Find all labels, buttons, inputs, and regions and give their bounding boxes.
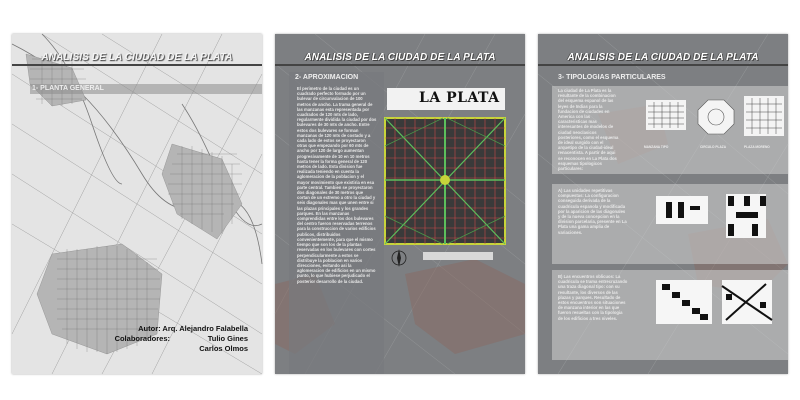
page-title: ANALISIS DE LA CIUDAD DE LA PLATA (41, 52, 233, 63)
map-legend (423, 252, 493, 260)
caption-1: MANZANA TIPO (644, 145, 669, 149)
author-credit: Autor: Arq. Alejandro Falabella (138, 324, 248, 333)
north-arrow-icon (389, 248, 409, 268)
map-header (387, 88, 505, 110)
page-title: ANALISIS DE LA CIUDAD DE LA PLATA (304, 52, 496, 63)
collaborator-1: Tulio Gines (207, 334, 248, 343)
la-plata-plan (383, 116, 507, 246)
a-text: A) Las unidades repetitivas compuestas: La configuracion conseguida derivada de la cuadricula espanola y modificada por la aparicion de las diagonales y de la nueva concepcion en la division parcelaria, presente en La Plata una gama amplia de variaciones. (558, 188, 627, 235)
panel-tipologias (538, 34, 788, 374)
section-heading: 3- TIPOLOGIAS PARTICULARES (558, 74, 666, 81)
panel-aproximacion (275, 34, 525, 374)
map-title: LA PLATA (419, 90, 500, 106)
b-text: B) Las encuentros oblicuos: La cuadricula se trama entrecruzando una traza diagonal tipo: con su resultante, los diversos de las plazas y parques. Resultado de estos encuentros son situaciones de manzana interior en las que fueron resueltas con la tipologia de los edificios a tres niveles. (558, 274, 628, 321)
typology-thumbnails (646, 94, 786, 144)
collaborators-label: Colaboradores: (114, 334, 170, 343)
oblique-encounters-diagram (656, 280, 776, 326)
title-rule (12, 64, 262, 66)
section-heading: 2- APROXIMACION (295, 74, 359, 81)
repetitive-units-diagram (656, 194, 776, 238)
title-rule (275, 64, 525, 66)
intro-text: La ciudad de La Plata es la resultante de la combinacion del esquema espanol de las leyes de Indias para la fundacion de ciudades en America con las caracteristicas mas interesantes de modelos de ciudad neoclasicos posteriores, como el esquema de ideal surgido con el arquetipo de la ciudad-ideal renacentista. A partir de aqui se reconocen en La Plata dos esquemas tipologicos particulares: (558, 88, 619, 172)
collaborator-2: Carlos Olmos (199, 344, 248, 353)
caption-3: PLAZA MORENO (744, 145, 770, 149)
panel-planta-general (12, 34, 262, 374)
page-title: ANALISIS DE LA CIUDAD DE LA PLATA (567, 52, 759, 63)
title-rule (538, 64, 788, 66)
section-heading: 1- PLANTA GENERAL (32, 85, 104, 92)
body-text: El perimetro de la ciudad es un cuadrado perfecto formado por un bulevar de circunvalacion de 100 metros de ancho. La trama general de las manzanas esta representada por cuadrados de 120 mts de lado, regularmente dividida la ciudad por dos bulevares de 30 mts de ancho. Entre estos dos bulevares se forman manzanas de 120 mts de costado y a cada lado de estos se proyectaron otras que empezando por 60 mts de ancho por 120 de largo aumentan progresivamente de 10 en 10 metros hasta tener la forma general de 120 metros de lado. Esta division fue realizada teniendo en cuenta la aglomeracion de la poblacion y el mayor movimiento que existiria en esa parte central. Tambien se proyectaron dos diagonales de 30 metros que cortan de un extremo a otro la ciudad y seis diagonales mas que unen entre si las plazas principales y los grandes parques. En las manzanas comprendidas entre los dos bulevares del centro fueron reservadas terrenos para la construccion de varios edificios publicos, distribuidos convenientemente, para que el mismo tiempo que son los de la plantas reservadas en los bulevares con cortes perpendicularmente a estos se distribuye la poblacion en varios direcciones, evitando asi la aglomeracion de edificios en un mismo punto, lo que hubiese perjudicado el posterior desarrollo de la ciudad. (297, 86, 377, 284)
caption-2: CIRCULO PLAZA (700, 145, 727, 149)
